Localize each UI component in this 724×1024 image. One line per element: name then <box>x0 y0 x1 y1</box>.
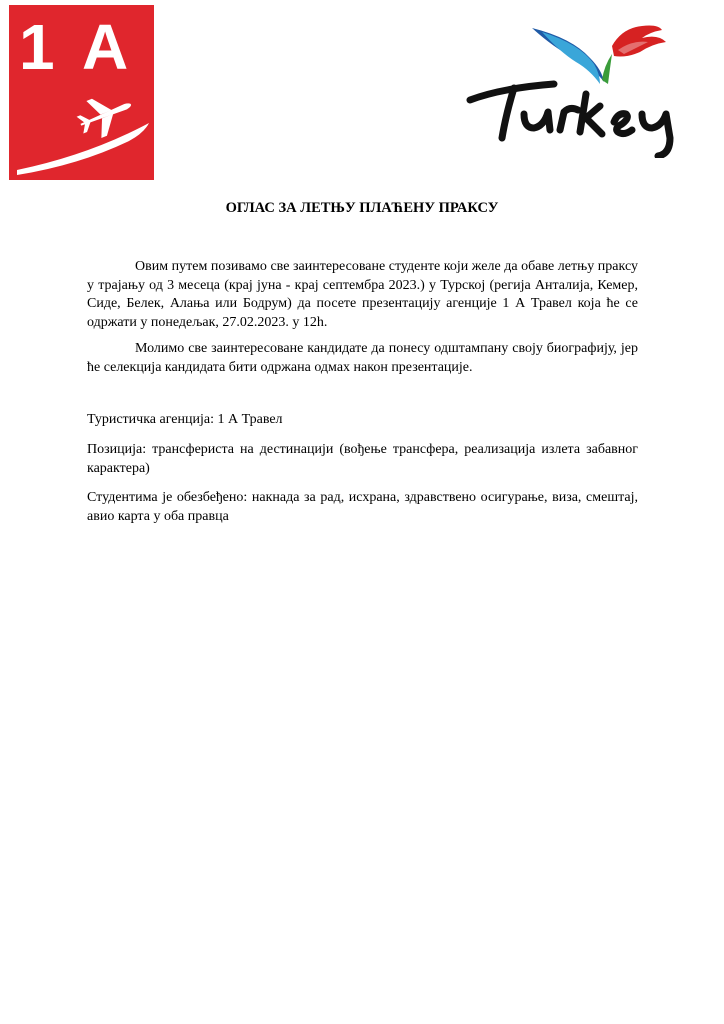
tulip-logo-icon <box>462 18 690 158</box>
paragraph-position: Позиција: трансфериста на дестинацији (вођење трансфера, реализација излета забавног карактера) <box>87 442 638 476</box>
document-title: ОГЛАС ЗА ЛЕТЊУ ПЛАЋЕНУ ПРАКСУ <box>225 200 499 216</box>
1a-travel-logo <box>9 5 154 180</box>
paragraph-request: Молимо све заинтересоване кандидате да понесу одштампану своју биографију, јер ће селекција кандидата бити одржана одмах након презентације. <box>87 341 638 375</box>
logo-1a-text: 1 A <box>19 11 135 83</box>
airplane-icon <box>9 5 154 180</box>
paragraph-invitation: Овим путем позивамо све заинтересоване студенте који желе да обаве летњу праксу у трајању од 3 месеца (крај јуна - крај септембра 2023.) у Турској (регија Анталија, Кемер, Сиде, Белек, Алања или Бодрум) да посете презентацију агенције 1 А Травел која ће се одржати у понедељак, 27.02.2023. у 12h. <box>87 259 638 330</box>
turkey-logo <box>462 18 690 158</box>
paragraph-agency: Туристичка агенција: 1 А Травел <box>87 412 283 427</box>
paragraph-benefits: Студентима је обезбеђено: накнада за рад, исхрана, здравствено осигурање, виза, смештај, авио карта у оба правца <box>87 490 638 524</box>
